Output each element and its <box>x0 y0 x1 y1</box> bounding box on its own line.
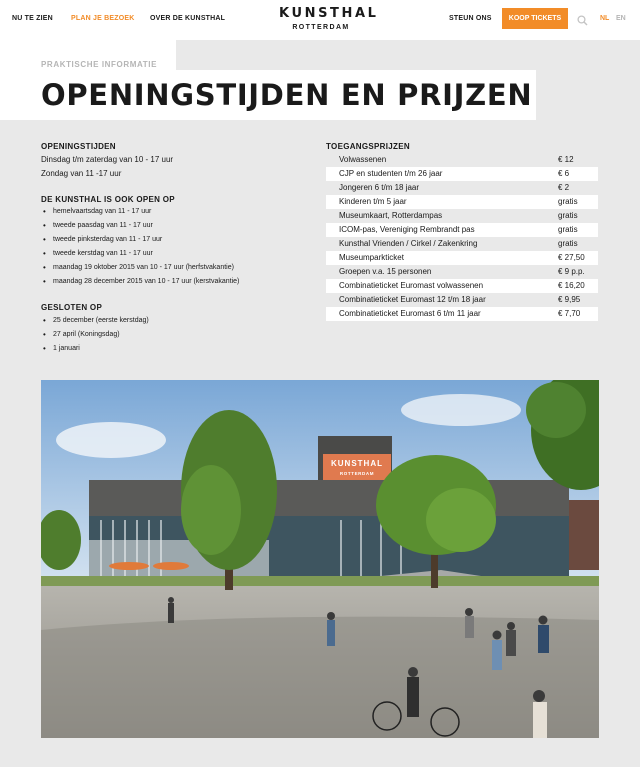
list-item: • tweede kerstdag van 11 - 17 uur <box>41 247 239 261</box>
price-label: Jongeren 6 t/m 18 jaar <box>339 183 420 192</box>
price-label: Museumparkticket <box>339 253 404 262</box>
kunsthal-logo[interactable] <box>279 6 379 32</box>
extra-open-heading: DE KUNSTHAL IS OOK OPEN OP <box>41 195 175 204</box>
photo-illustration <box>41 380 599 738</box>
opening-hours-line: Dinsdag t/m zaterdag van 10 - 17 uur <box>41 155 174 164</box>
price-row <box>326 307 598 321</box>
buy-tickets-button[interactable]: KOOP TICKETS <box>502 8 568 29</box>
price-value: € 9 p.p. <box>558 267 585 276</box>
search-icon[interactable] <box>577 13 588 24</box>
price-label: Volwassenen <box>339 155 387 164</box>
site-header <box>0 0 640 40</box>
price-value: € 9,95 <box>558 295 581 304</box>
price-label: Museumkaart, Rotterdampas <box>339 211 443 220</box>
list-item: • maandag 19 oktober 2015 van 10 - 17 uur (herfstvakantie) <box>41 261 239 275</box>
page-eyebrow: PRAKTISCHE INFORMATIE <box>41 60 158 69</box>
price-label: Groepen v.a. 15 personen <box>339 267 432 276</box>
opening-hours-heading: OPENINGSTIJDEN <box>41 142 116 151</box>
price-value: gratis <box>558 197 578 206</box>
nav-link-steun-ons[interactable]: STEUN ONS <box>449 15 492 22</box>
price-label: ICOM-pas, Vereniging Rembrandt pas <box>339 225 475 234</box>
kunsthal-building-photo <box>41 380 599 738</box>
language-nl-link[interactable]: NL <box>600 15 610 22</box>
list-item: • tweede pinksterdag van 11 - 17 uur <box>41 233 239 247</box>
prices-heading: TOEGANGSPRIJZEN <box>326 142 410 151</box>
price-value: € 7,70 <box>558 309 581 318</box>
price-row <box>326 181 598 195</box>
price-value: € 6 <box>558 169 570 178</box>
price-row <box>326 293 598 307</box>
price-label: Combinatieticket Euromast volwassenen <box>339 281 484 290</box>
price-label: Combinatieticket Euromast 6 t/m 11 jaar <box>339 309 481 318</box>
closed-heading: GESLOTEN OP <box>41 303 103 312</box>
list-item: • 27 april (Koningsdag) <box>41 328 149 342</box>
list-item: • tweede paasdag van 11 - 17 uur <box>41 219 239 233</box>
price-row <box>326 153 598 167</box>
price-row <box>326 251 598 265</box>
price-row <box>326 223 598 237</box>
opening-hours-line: Zondag van 11 -17 uur <box>41 169 122 178</box>
price-value: € 2 <box>558 183 570 192</box>
price-value: gratis <box>558 239 578 248</box>
price-row <box>326 265 598 279</box>
price-value: € 16,20 <box>558 281 585 290</box>
nav-link-over-de-kunsthal[interactable]: OVER DE KUNSTHAL <box>150 15 226 22</box>
price-value: € 12 <box>558 155 574 164</box>
list-item: • 1 januari <box>41 342 149 356</box>
price-label: Kinderen t/m 5 jaar <box>339 197 407 206</box>
price-row <box>326 209 598 223</box>
price-value: gratis <box>558 225 578 234</box>
price-label: Kunsthal Vrienden / Cirkel / Zakenkring <box>339 239 478 248</box>
logo-wordmark: KUNSTHAL <box>279 6 379 21</box>
price-row <box>326 195 598 209</box>
language-en-link[interactable]: EN <box>616 15 626 22</box>
extra-open-list <box>41 205 239 289</box>
page-title: OPENINGSTIJDEN EN PRIJZEN <box>41 78 533 112</box>
building-upper <box>89 480 569 518</box>
closed-list <box>41 314 149 356</box>
logo-subtitle: ROTTERDAM <box>292 24 350 31</box>
tower-banner-subtext: ROTTERDAM <box>339 471 375 476</box>
tower-banner-text: KUNSTHAL <box>331 459 383 468</box>
nav-link-nu-te-zien[interactable]: NU TE ZIEN <box>12 15 53 22</box>
list-item: • maandag 28 december 2015 van 10 - 17 uur (kerstvakantie) <box>41 275 239 289</box>
price-label: CJP en studenten t/m 26 jaar <box>339 169 443 178</box>
price-row <box>326 167 598 181</box>
price-label: Combinatieticket Euromast 12 t/m 18 jaar <box>339 295 486 304</box>
nav-link-plan-je-bezoek[interactable]: PLAN JE BEZOEK <box>71 15 135 22</box>
price-value: gratis <box>558 211 578 220</box>
price-row <box>326 279 598 293</box>
price-row <box>326 237 598 251</box>
price-value: € 27,50 <box>558 253 585 262</box>
list-item: • 25 december (eerste kerstdag) <box>41 314 149 328</box>
list-item: • hemelvaartsdag van 11 - 17 uur <box>41 205 239 219</box>
prices-table <box>326 153 598 321</box>
